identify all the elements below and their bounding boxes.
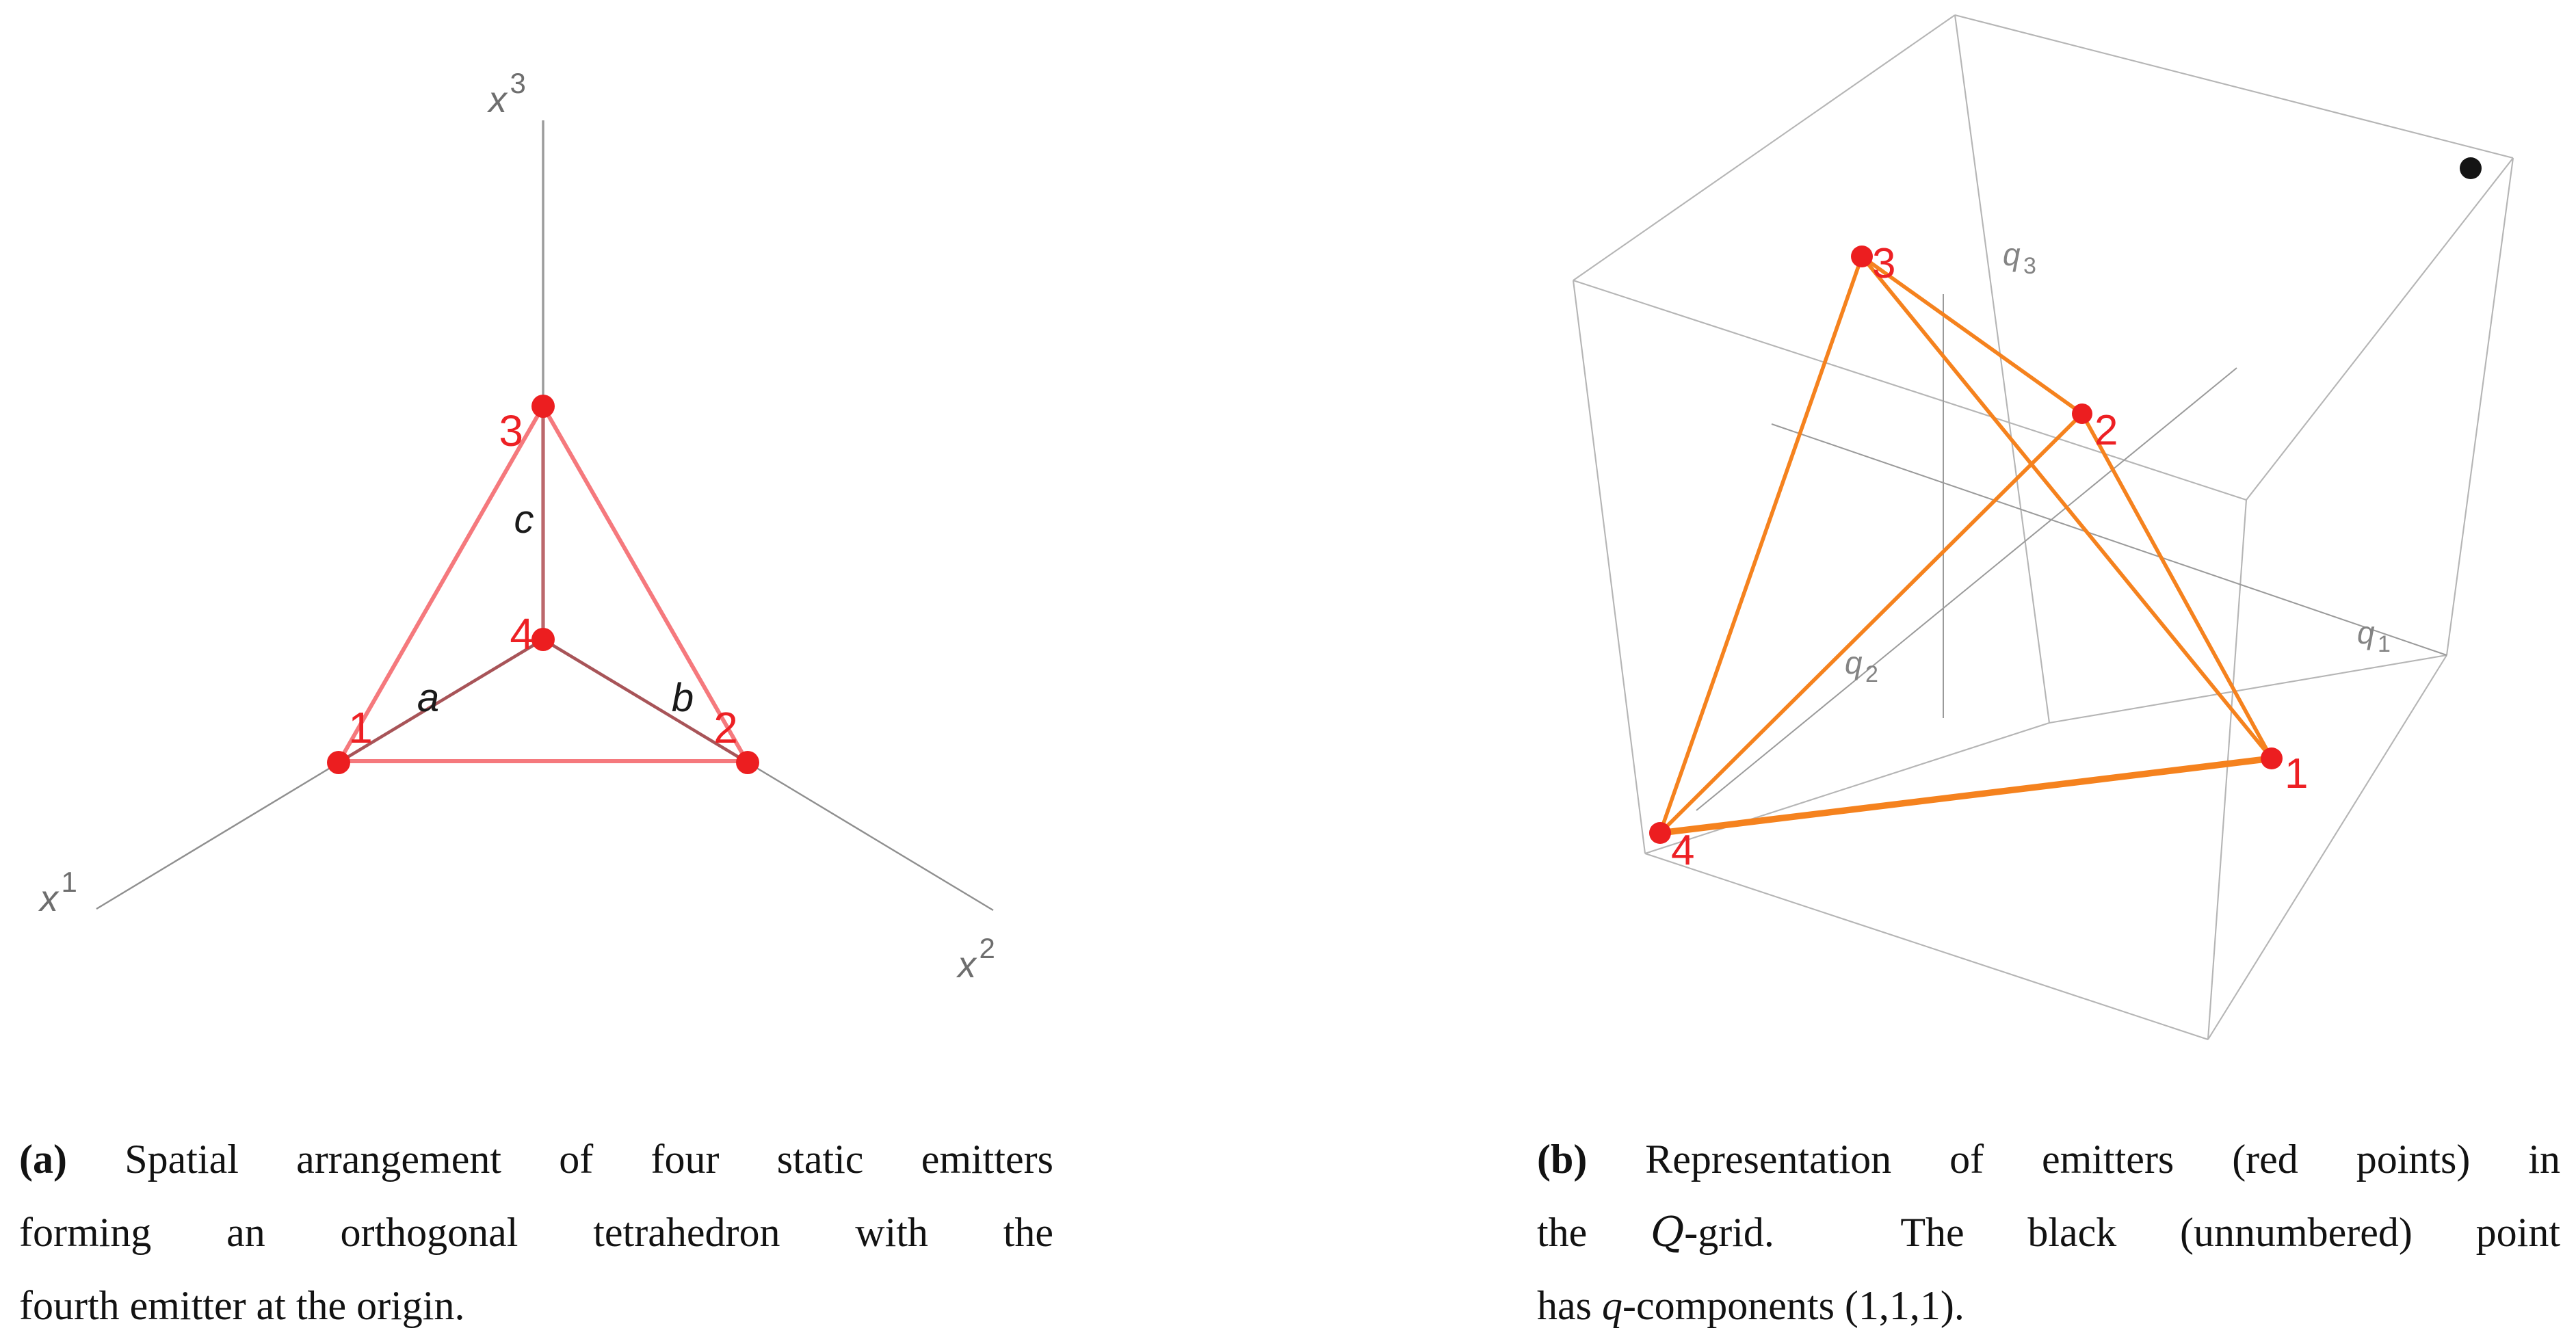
cube-edge-bottom-front-left bbox=[1645, 853, 2208, 1040]
caption-b-text-1: Representation of emitters (red points) in bbox=[1587, 1137, 2560, 1182]
caption-a-text-1: Spatial arrangement of four static emitters bbox=[66, 1137, 1053, 1182]
grid-emitter-label-1: 1 bbox=[2285, 750, 2309, 797]
emitter-point-3 bbox=[531, 395, 555, 418]
x1-axis-label: x 1 bbox=[40, 866, 77, 919]
caption-a bbox=[19, 1123, 1053, 1337]
grid-emitter-label-4: 4 bbox=[1671, 827, 1695, 874]
caption-b-text-3a: has bbox=[1537, 1283, 1602, 1328]
figure-b bbox=[1573, 15, 2513, 1040]
tetra-edge-2-4 bbox=[1660, 414, 2082, 833]
emitter-label-3: 3 bbox=[499, 406, 523, 455]
caption-b bbox=[1537, 1123, 2560, 1337]
caption-a-line-3: fourth emitter at the origin. bbox=[19, 1283, 465, 1328]
grid-emitter-point-2 bbox=[2072, 403, 2092, 424]
emitter-label-2: 2 bbox=[713, 703, 738, 752]
edge-label-c: c bbox=[514, 497, 534, 542]
q2-axis-label: q 2 bbox=[1845, 645, 1878, 687]
figure-a bbox=[38, 67, 995, 985]
tetra-edge-3-1 bbox=[1862, 256, 2272, 758]
emitter-label-4: 4 bbox=[510, 609, 534, 659]
x2-axis-label: x 2 bbox=[958, 932, 995, 985]
q1-axis-label: q 1 bbox=[2357, 615, 2391, 657]
grid-emitter-point-3 bbox=[1851, 246, 1873, 267]
emitter-point-4 bbox=[531, 628, 555, 651]
emitter-label-1: 1 bbox=[348, 703, 373, 752]
q3-axis-label: q 3 bbox=[2003, 237, 2036, 279]
caption-b-italic-q: q bbox=[1601, 1283, 1622, 1328]
caption-b-script-q: Q bbox=[1651, 1208, 1685, 1256]
caption-b-line-1 bbox=[1537, 1123, 2560, 1196]
caption-a-tag: (a) bbox=[19, 1137, 67, 1182]
grid-emitter-point-4 bbox=[1649, 822, 1671, 844]
black-point-111 bbox=[2460, 157, 2482, 179]
emitter-point-1 bbox=[327, 751, 350, 774]
edge-label-a: a bbox=[417, 676, 440, 720]
cube-edge-bottom-front-right bbox=[2208, 655, 2447, 1040]
cube-edge-vertical-left bbox=[1573, 280, 1645, 853]
caption-b-text-3b: -components (1,1,1). bbox=[1622, 1283, 1964, 1328]
cube-edge-top-front-right bbox=[2246, 158, 2513, 500]
cube-edge-vertical-back bbox=[1955, 15, 2049, 723]
cube-edge-vertical-right bbox=[2447, 158, 2513, 655]
caption-b-line-3 bbox=[1537, 1269, 2560, 1337]
emitter-point-2 bbox=[736, 751, 759, 774]
x3-axis-label: x 3 bbox=[488, 67, 526, 120]
caption-a-line-2: forming an orthogonal tetrahedron with the bbox=[19, 1210, 1053, 1255]
q2-axis-line bbox=[1696, 368, 2237, 810]
cube-edge-top-back-right bbox=[1955, 15, 2513, 158]
edge-label-b: b bbox=[671, 676, 694, 720]
caption-b-text-2b: -grid. The black (unnumbered) point bbox=[1684, 1210, 2560, 1255]
tetra-edge-4-1 bbox=[1660, 758, 2272, 833]
cube-edge-top-back-left bbox=[1573, 15, 1955, 280]
tetra-edge-3-4 bbox=[1660, 256, 1862, 833]
caption-b-tag: (b) bbox=[1537, 1137, 1588, 1182]
grid-emitter-label-3: 3 bbox=[1872, 240, 1896, 287]
caption-b-text-2a: the bbox=[1537, 1210, 1651, 1255]
grid-emitter-label-2: 2 bbox=[2094, 407, 2118, 454]
caption-a-line-1 bbox=[19, 1123, 1053, 1196]
caption-b-line-2 bbox=[1537, 1196, 2560, 1269]
grid-emitter-point-1 bbox=[2261, 747, 2283, 769]
cube-edge-vertical-front bbox=[2208, 500, 2246, 1040]
